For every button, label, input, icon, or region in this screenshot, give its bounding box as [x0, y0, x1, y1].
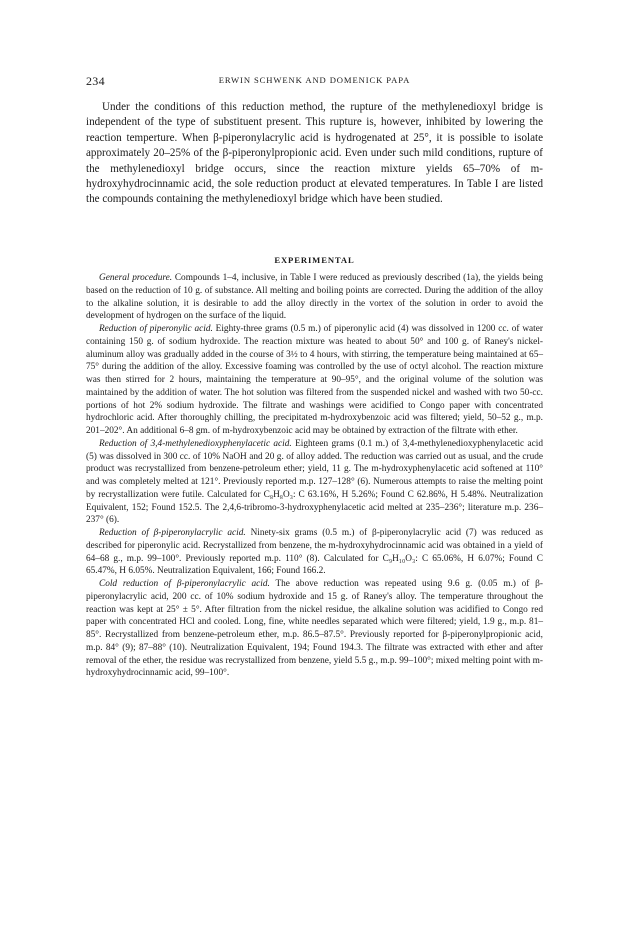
- experimental-paragraph: [86, 578, 543, 680]
- paragraph-text: Eighteen grams (0.1 m.) of 3,4-methylenedioxyphenylacetic acid (5) was dissolved in 300 cc. of 10% NaOH and 20 g. of alloy added. The reduction was carried out as usual, and the crude product was recrystallized from benzene-petroleum ether; yield, 11 g. The m-hydroxyphenylacetic acid softened at 110° and was completely melted at 121°. Previously reported m.p. 127–128° (6). Numerous attempts to raise the melting point by recrystallization were futile. Calculated for C₈H₈O₃: C 63.16%, H 5.26%; Found C 62.86%, H 5.48%. Neutralization Equivalent, 152; Found 152.5. The 2,4,6-tribromo-3-hydroxyphenylacetic acid melted at 235–236°; literature m.p. 236–237° (6).: [86, 438, 543, 526]
- paragraph-text: Compounds 1–4, inclusive, in Table I were reduced as previously described (1a), the yields being based on the reduction of 10 g. of substance. All melting and boiling points are corrected. During the addition of the alloy to the alkaline solution, it is desirable to add the alloy directly in the vortex of the solution in order to avoid the development of hydrogen on the surface of the liquid.: [86, 273, 543, 322]
- paragraph-title: Cold reduction of β-piperonylacrylic acid.: [99, 579, 270, 589]
- experimental-paragraph: [86, 323, 543, 438]
- paragraph-text: Eighty-three grams (0.5 m.) of piperonylic acid (4) was dissolved in 1200 cc. of water containing 150 g. of sodium hydroxide. The reaction mixture was heated to about 50° and 100 g. of Raney's nickel-aluminum alloy was gradually added in the course of 3½ to 4 hours, with stirring, the temperature being maintained at 65–75° during the addition of the alloy. Excessive foaming was controlled by the use of octyl alcohol. The reaction mixture was then stirred for 2 hours, maintaining the temperature at 90–95°, and the original volume of the solution was maintained by the addition of water. The hot solution was filtered from the suspended nickel and washed with two 50-cc. portions of hot 2% sodium hydroxide. The filtrate and washings were acidified to Congo paper with concentrated hydrochloric acid. After thoroughly chilling, the precipitated m-hydroxybenzoic acid was filtered; yield, 50–52 g., m.p. 201–202°. An additional 6–8 gm. of m-hydroxybenzoic acid may be obtained by extraction of the filtrate with ether.: [86, 324, 543, 436]
- experimental-paragraph: [86, 527, 543, 578]
- experimental-section: [86, 272, 543, 680]
- paragraph-text: Ninety-six grams (0.5 m.) of β-piperonylacrylic acid (7) was reduced as described for piperonylic acid. Recrystallized from benzene, the m-hydroxyhydrocinnamic acid was obtained in a yield of 64–68 g., m.p. 99–100°. Previously reported m.p. 110° (8). Calculated for C₉H₁₀O₃: C 65.06%, H 6.07%; Found C 65.47%, H 6.05%. Neutralization Equivalent, 166; Found 166.2.: [86, 528, 543, 577]
- section-heading: EXPERIMENTAL: [274, 255, 355, 265]
- page-header: [86, 74, 543, 88]
- intro-paragraph: Under the conditions of this reduction method, the rupture of the methylenedioxyl bridge is independent of the type of substituent present. This rupture is, however, inhibited by lowering the reaction temperture. When β-piperonylacrylic acid is hydrogenated at 25°, it is possible to isolate approximately 20–25% of the β-piperonylpropionic acid. Even under such mild conditions, rupture of the methylenedioxyl bridge occurs, since the reaction mixture yields 65–70% of m-hydroxyhydrocinnamic acid, the sole reduction product at elevated temperatures. In Table I are listed the compounds containing the methylenedioxyl bridge which have been studied.: [86, 101, 543, 206]
- experimental-paragraph: [86, 438, 543, 527]
- paragraph-text: The above reduction was repeated using 9.6 g. (0.05 m.) of β-piperonylacrylic acid, 200 cc. of 10% sodium hydroxide and 15 g. of Raney's alloy. The temperature throughout the reaction was kept at 25° ± 5°. After filtration from the nickel residue, the alkaline solution was acidified to Congo red paper with concentrated HCl and cooled. Long, fine, white needles separated which were filtered; yield, 1.9 g., m.p. 81–85°. Recrystallized from benzene-petroleum ether, m.p. 86.5–87.5°. Previously reported for β-piperonylpropionic acid, m.p. 84° (9); 87–88° (10). Neutralization Equivalent, 194; Found 194.3. The filtrate was extracted with ether and after removal of the ether, the residue was recrystallized from benzene, yield 5.5 g., m.p. 99–100°; mixed melting point with m-hydroxyhydrocinnamic acid, 99–100°.: [86, 579, 543, 679]
- running-head: ERWIN SCHWENK AND DOMENICK PAPA: [218, 75, 411, 85]
- paragraph-title: Reduction of β-piperonylacrylic acid.: [99, 528, 246, 538]
- paragraph-title: Reduction of 3,4-methylenedioxyphenylacetic acid.: [99, 438, 292, 449]
- paragraph-title: General procedure.: [99, 273, 173, 283]
- paragraph-title: Reduction of piperonylic acid.: [99, 324, 213, 334]
- page-number: 234: [86, 74, 105, 88]
- experimental-paragraph: [86, 272, 543, 323]
